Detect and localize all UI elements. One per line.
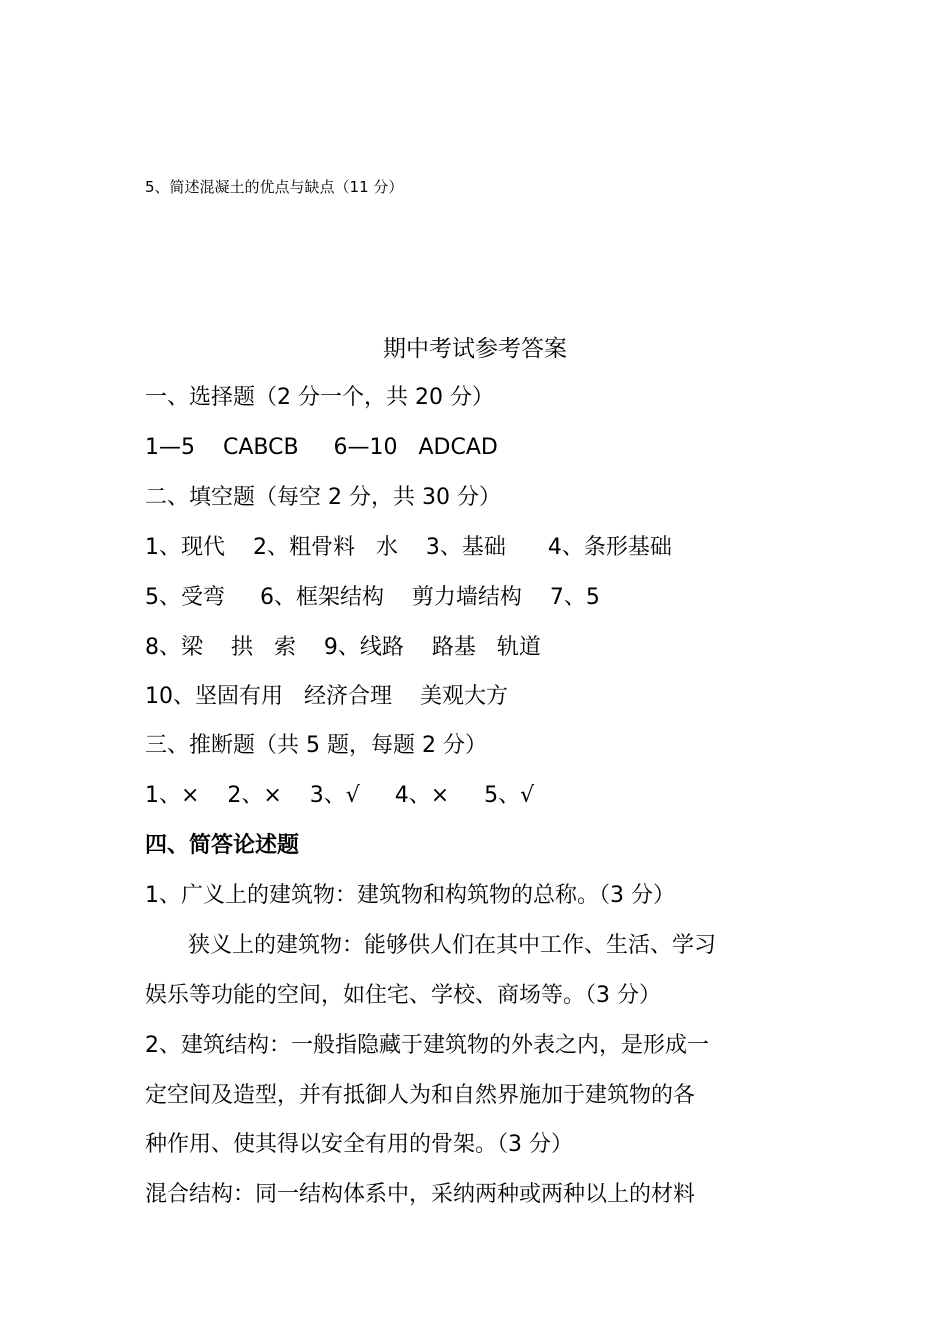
section4-line3: 娱乐等功能的空间，如住宅、学校、商场等。（3 分） <box>145 983 661 1008</box>
section2-line4: 10、坚固有用 经济合理 美观大方 <box>145 684 508 709</box>
section4-heading: 四、简答论述题 <box>145 833 300 858</box>
section3-answers: 1、× 2、× 3、√ 4、× 5、√ <box>145 783 535 808</box>
question-5: 5、简述混凝土的优点与缺点（11 分） <box>145 178 404 196</box>
section2-heading: 二、填空题（每空 2 分，共 30 分） <box>145 485 501 510</box>
section4-line4: 2、建筑结构：一般指隐藏于建筑物的外表之内，是形成一 <box>145 1033 709 1058</box>
answer-title: 期中考试参考答案 <box>383 336 567 362</box>
section2-line1: 1、现代 2、粗骨料 水 3、基础 4、条形基础 <box>145 535 672 560</box>
section4-line2: 狭义上的建筑物：能够供人们在其中工作、生活、学习 <box>188 933 717 958</box>
section4-line6: 种作用、使其得以安全有用的骨架。（3 分） <box>145 1132 573 1157</box>
section3-heading: 三、推断题（共 5 题，每题 2 分） <box>145 733 487 758</box>
section2-line2: 5、受弯 6、框架结构 剪力墙结构 7、5 <box>145 585 600 610</box>
section4-line7: 混合结构：同一结构体系中，采纳两种或两种以上的材料 <box>145 1182 696 1207</box>
section1-heading: 一、选择题（2 分一个，共 20 分） <box>145 385 494 410</box>
section1-answers: 1—5 CABCB 6—10 ADCAD <box>145 435 498 460</box>
section4-line5: 定空间及造型，并有抵御人为和自然界施加于建筑物的各 <box>145 1083 696 1108</box>
section2-line3: 8、梁 拱 索 9、线路 路基 轨道 <box>145 635 541 660</box>
section4-line1: 1、广义上的建筑物：建筑物和构筑物的总称。（3 分） <box>145 883 675 908</box>
